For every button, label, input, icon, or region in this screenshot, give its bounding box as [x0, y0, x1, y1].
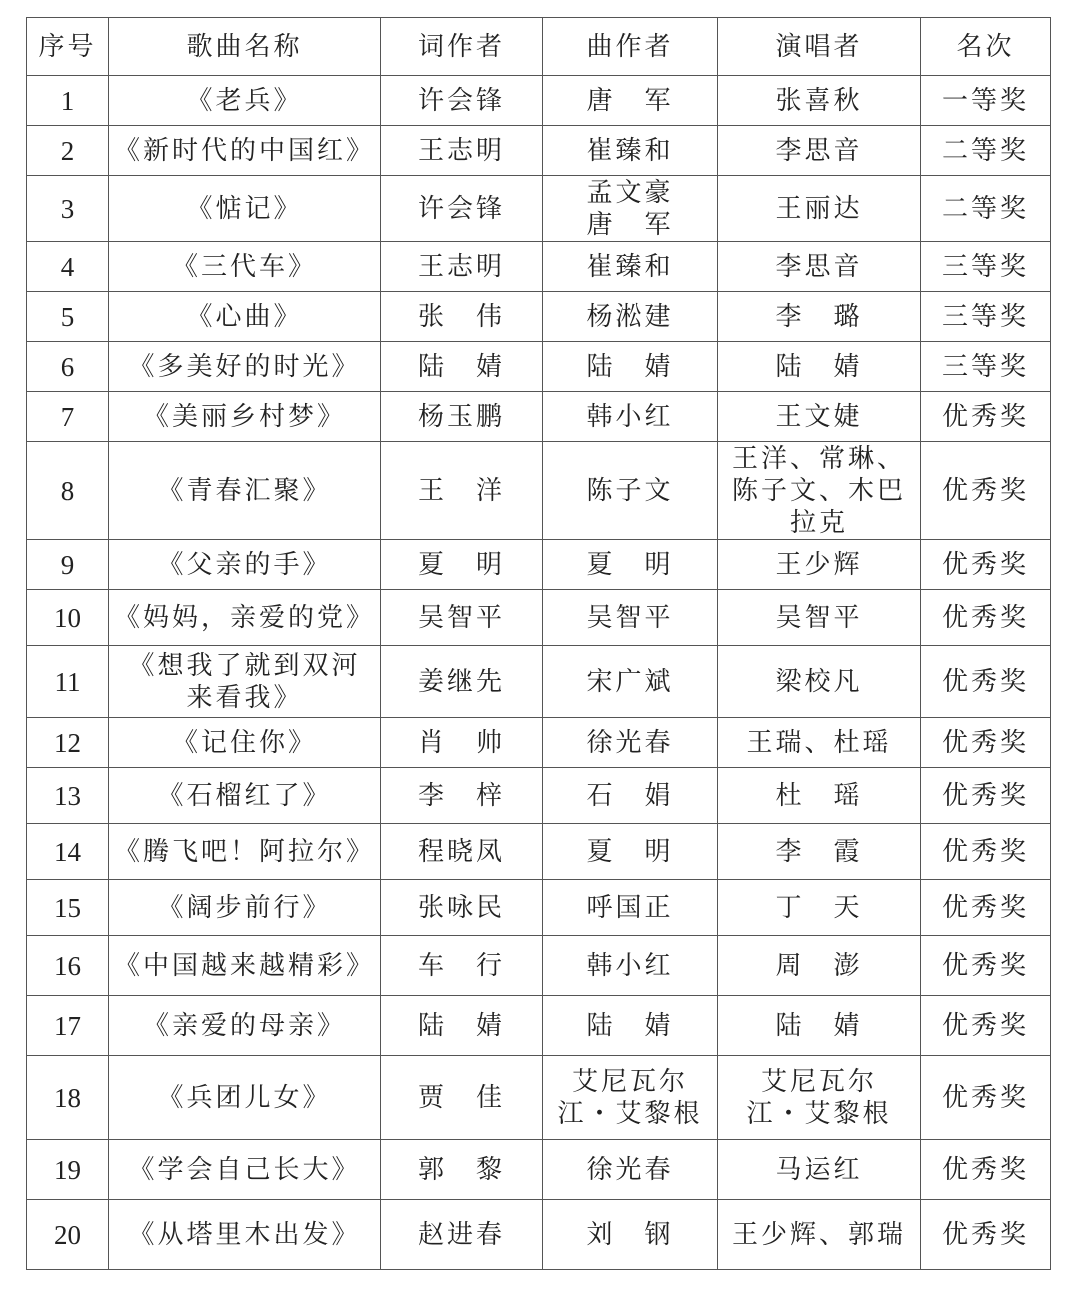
row-number-cell: 14 — [27, 824, 109, 880]
lyricist-cell: 王志明 — [381, 126, 543, 176]
header-award: 名次 — [921, 18, 1051, 76]
singer-cell: 王洋、常琳、 陈子文、木巴 拉克 — [718, 442, 921, 540]
song-title-cell: 《石榴红了》 — [109, 768, 381, 824]
song-title-cell: 《亲爱的母亲》 — [109, 996, 381, 1056]
row-number-cell: 18 — [27, 1056, 109, 1140]
composer-cell: 崔臻和 — [543, 242, 718, 292]
composer-cell: 陆 婧 — [543, 996, 718, 1056]
award-cell: 三等奖 — [921, 342, 1051, 392]
table-row — [27, 126, 1051, 176]
composer-cell: 徐光春 — [543, 718, 718, 768]
row-number-cell: 10 — [27, 590, 109, 646]
song-title-cell: 《记住你》 — [109, 718, 381, 768]
award-cell: 二等奖 — [921, 176, 1051, 242]
song-title-cell: 《想我了就到双河 来看我》 — [109, 646, 381, 718]
award-table — [26, 17, 1051, 1270]
table-row — [27, 1200, 1051, 1270]
singer-cell: 李思音 — [718, 242, 921, 292]
award-cell: 优秀奖 — [921, 442, 1051, 540]
award-cell: 优秀奖 — [921, 1056, 1051, 1140]
header-song-title: 歌曲名称 — [109, 18, 381, 76]
composer-cell: 陆 婧 — [543, 342, 718, 392]
header-row — [27, 18, 1051, 76]
header-number: 序号 — [27, 18, 109, 76]
singer-cell: 吴智平 — [718, 590, 921, 646]
award-cell: 三等奖 — [921, 242, 1051, 292]
lyricist-cell: 王志明 — [381, 242, 543, 292]
header-composer: 曲作者 — [543, 18, 718, 76]
song-title-cell: 《新时代的中国红》 — [109, 126, 381, 176]
singer-cell: 张喜秋 — [718, 76, 921, 126]
song-title-cell: 《老兵》 — [109, 76, 381, 126]
table-row — [27, 292, 1051, 342]
award-cell: 优秀奖 — [921, 1200, 1051, 1270]
header-singer: 演唱者 — [718, 18, 921, 76]
singer-cell: 王丽达 — [718, 176, 921, 242]
composer-cell: 夏 明 — [543, 540, 718, 590]
song-title-cell: 《阔步前行》 — [109, 880, 381, 936]
composer-cell: 韩小红 — [543, 392, 718, 442]
composer-cell: 宋广斌 — [543, 646, 718, 718]
song-title-cell: 《三代车》 — [109, 242, 381, 292]
row-number-cell: 6 — [27, 342, 109, 392]
singer-cell: 王瑞、杜瑶 — [718, 718, 921, 768]
singer-cell: 陆 婧 — [718, 342, 921, 392]
song-title-cell: 《父亲的手》 — [109, 540, 381, 590]
lyricist-cell: 许会锋 — [381, 76, 543, 126]
composer-cell: 刘 钢 — [543, 1200, 718, 1270]
singer-cell: 马运红 — [718, 1140, 921, 1200]
award-cell: 优秀奖 — [921, 1140, 1051, 1200]
award-cell: 一等奖 — [921, 76, 1051, 126]
row-number-cell: 15 — [27, 880, 109, 936]
award-cell: 三等奖 — [921, 292, 1051, 342]
row-number-cell: 12 — [27, 718, 109, 768]
header-lyricist: 词作者 — [381, 18, 543, 76]
singer-cell: 丁 天 — [718, 880, 921, 936]
singer-cell: 梁校凡 — [718, 646, 921, 718]
award-cell: 优秀奖 — [921, 540, 1051, 590]
award-cell: 优秀奖 — [921, 646, 1051, 718]
row-number-cell: 17 — [27, 996, 109, 1056]
award-cell: 优秀奖 — [921, 392, 1051, 442]
table-body — [27, 76, 1051, 1270]
song-title-cell: 《兵团儿女》 — [109, 1056, 381, 1140]
table-row — [27, 936, 1051, 996]
composer-cell: 唐 军 — [543, 76, 718, 126]
row-number-cell: 20 — [27, 1200, 109, 1270]
composer-cell: 孟文豪 唐 军 — [543, 176, 718, 242]
lyricist-cell: 张咏民 — [381, 880, 543, 936]
singer-cell: 王少辉 — [718, 540, 921, 590]
song-title-cell: 《腾飞吧！阿拉尔》 — [109, 824, 381, 880]
row-number-cell: 9 — [27, 540, 109, 590]
row-number-cell: 2 — [27, 126, 109, 176]
singer-cell: 艾尼瓦尔 江・艾黎根 — [718, 1056, 921, 1140]
award-cell: 优秀奖 — [921, 768, 1051, 824]
table-row — [27, 768, 1051, 824]
award-cell: 优秀奖 — [921, 824, 1051, 880]
singer-cell: 李 璐 — [718, 292, 921, 342]
composer-cell: 石 娟 — [543, 768, 718, 824]
award-cell: 优秀奖 — [921, 936, 1051, 996]
table-row — [27, 76, 1051, 126]
table-row — [27, 242, 1051, 292]
row-number-cell: 13 — [27, 768, 109, 824]
singer-cell: 陆 婧 — [718, 996, 921, 1056]
singer-cell: 王文婕 — [718, 392, 921, 442]
row-number-cell: 4 — [27, 242, 109, 292]
table-row — [27, 342, 1051, 392]
lyricist-cell: 张 伟 — [381, 292, 543, 342]
song-title-cell: 《青春汇聚》 — [109, 442, 381, 540]
row-number-cell: 19 — [27, 1140, 109, 1200]
table-row — [27, 824, 1051, 880]
table-header — [27, 18, 1051, 76]
singer-cell: 李思音 — [718, 126, 921, 176]
table-row — [27, 718, 1051, 768]
song-title-cell: 《惦记》 — [109, 176, 381, 242]
singer-cell: 王少辉、郭瑞 — [718, 1200, 921, 1270]
award-cell: 优秀奖 — [921, 880, 1051, 936]
composer-cell: 吴智平 — [543, 590, 718, 646]
lyricist-cell: 程晓凤 — [381, 824, 543, 880]
row-number-cell: 16 — [27, 936, 109, 996]
song-title-cell: 《美丽乡村梦》 — [109, 392, 381, 442]
table-row — [27, 590, 1051, 646]
lyricist-cell: 陆 婧 — [381, 996, 543, 1056]
singer-cell: 杜 瑶 — [718, 768, 921, 824]
table-row — [27, 1056, 1051, 1140]
singer-cell: 李 霞 — [718, 824, 921, 880]
composer-cell: 徐光春 — [543, 1140, 718, 1200]
composer-cell: 崔臻和 — [543, 126, 718, 176]
award-cell: 二等奖 — [921, 126, 1051, 176]
song-title-cell: 《多美好的时光》 — [109, 342, 381, 392]
table-row — [27, 540, 1051, 590]
row-number-cell: 5 — [27, 292, 109, 342]
lyricist-cell: 肖 帅 — [381, 718, 543, 768]
table-row — [27, 176, 1051, 242]
lyricist-cell: 赵进春 — [381, 1200, 543, 1270]
row-number-cell: 1 — [27, 76, 109, 126]
lyricist-cell: 吴智平 — [381, 590, 543, 646]
row-number-cell: 8 — [27, 442, 109, 540]
lyricist-cell: 夏 明 — [381, 540, 543, 590]
row-number-cell: 3 — [27, 176, 109, 242]
singer-cell: 周 澎 — [718, 936, 921, 996]
table-row — [27, 392, 1051, 442]
composer-cell: 韩小红 — [543, 936, 718, 996]
row-number-cell: 11 — [27, 646, 109, 718]
song-title-cell: 《中国越来越精彩》 — [109, 936, 381, 996]
table-row — [27, 880, 1051, 936]
lyricist-cell: 杨玉鹏 — [381, 392, 543, 442]
composer-cell: 呼国正 — [543, 880, 718, 936]
table-row — [27, 442, 1051, 540]
composer-cell: 陈子文 — [543, 442, 718, 540]
song-title-cell: 《从塔里木出发》 — [109, 1200, 381, 1270]
table-row — [27, 1140, 1051, 1200]
lyricist-cell: 王 洋 — [381, 442, 543, 540]
song-title-cell: 《学会自己长大》 — [109, 1140, 381, 1200]
table-row — [27, 996, 1051, 1056]
composer-cell: 艾尼瓦尔 江・艾黎根 — [543, 1056, 718, 1140]
composer-cell: 杨淞建 — [543, 292, 718, 342]
award-cell: 优秀奖 — [921, 996, 1051, 1056]
lyricist-cell: 李 梓 — [381, 768, 543, 824]
award-cell: 优秀奖 — [921, 718, 1051, 768]
song-title-cell: 《妈妈，亲爱的党》 — [109, 590, 381, 646]
lyricist-cell: 陆 婧 — [381, 342, 543, 392]
song-title-cell: 《心曲》 — [109, 292, 381, 342]
lyricist-cell: 郭 黎 — [381, 1140, 543, 1200]
lyricist-cell: 贾 佳 — [381, 1056, 543, 1140]
row-number-cell: 7 — [27, 392, 109, 442]
award-cell: 优秀奖 — [921, 590, 1051, 646]
table-row — [27, 646, 1051, 718]
composer-cell: 夏 明 — [543, 824, 718, 880]
lyricist-cell: 许会锋 — [381, 176, 543, 242]
lyricist-cell: 姜继先 — [381, 646, 543, 718]
lyricist-cell: 车 行 — [381, 936, 543, 996]
